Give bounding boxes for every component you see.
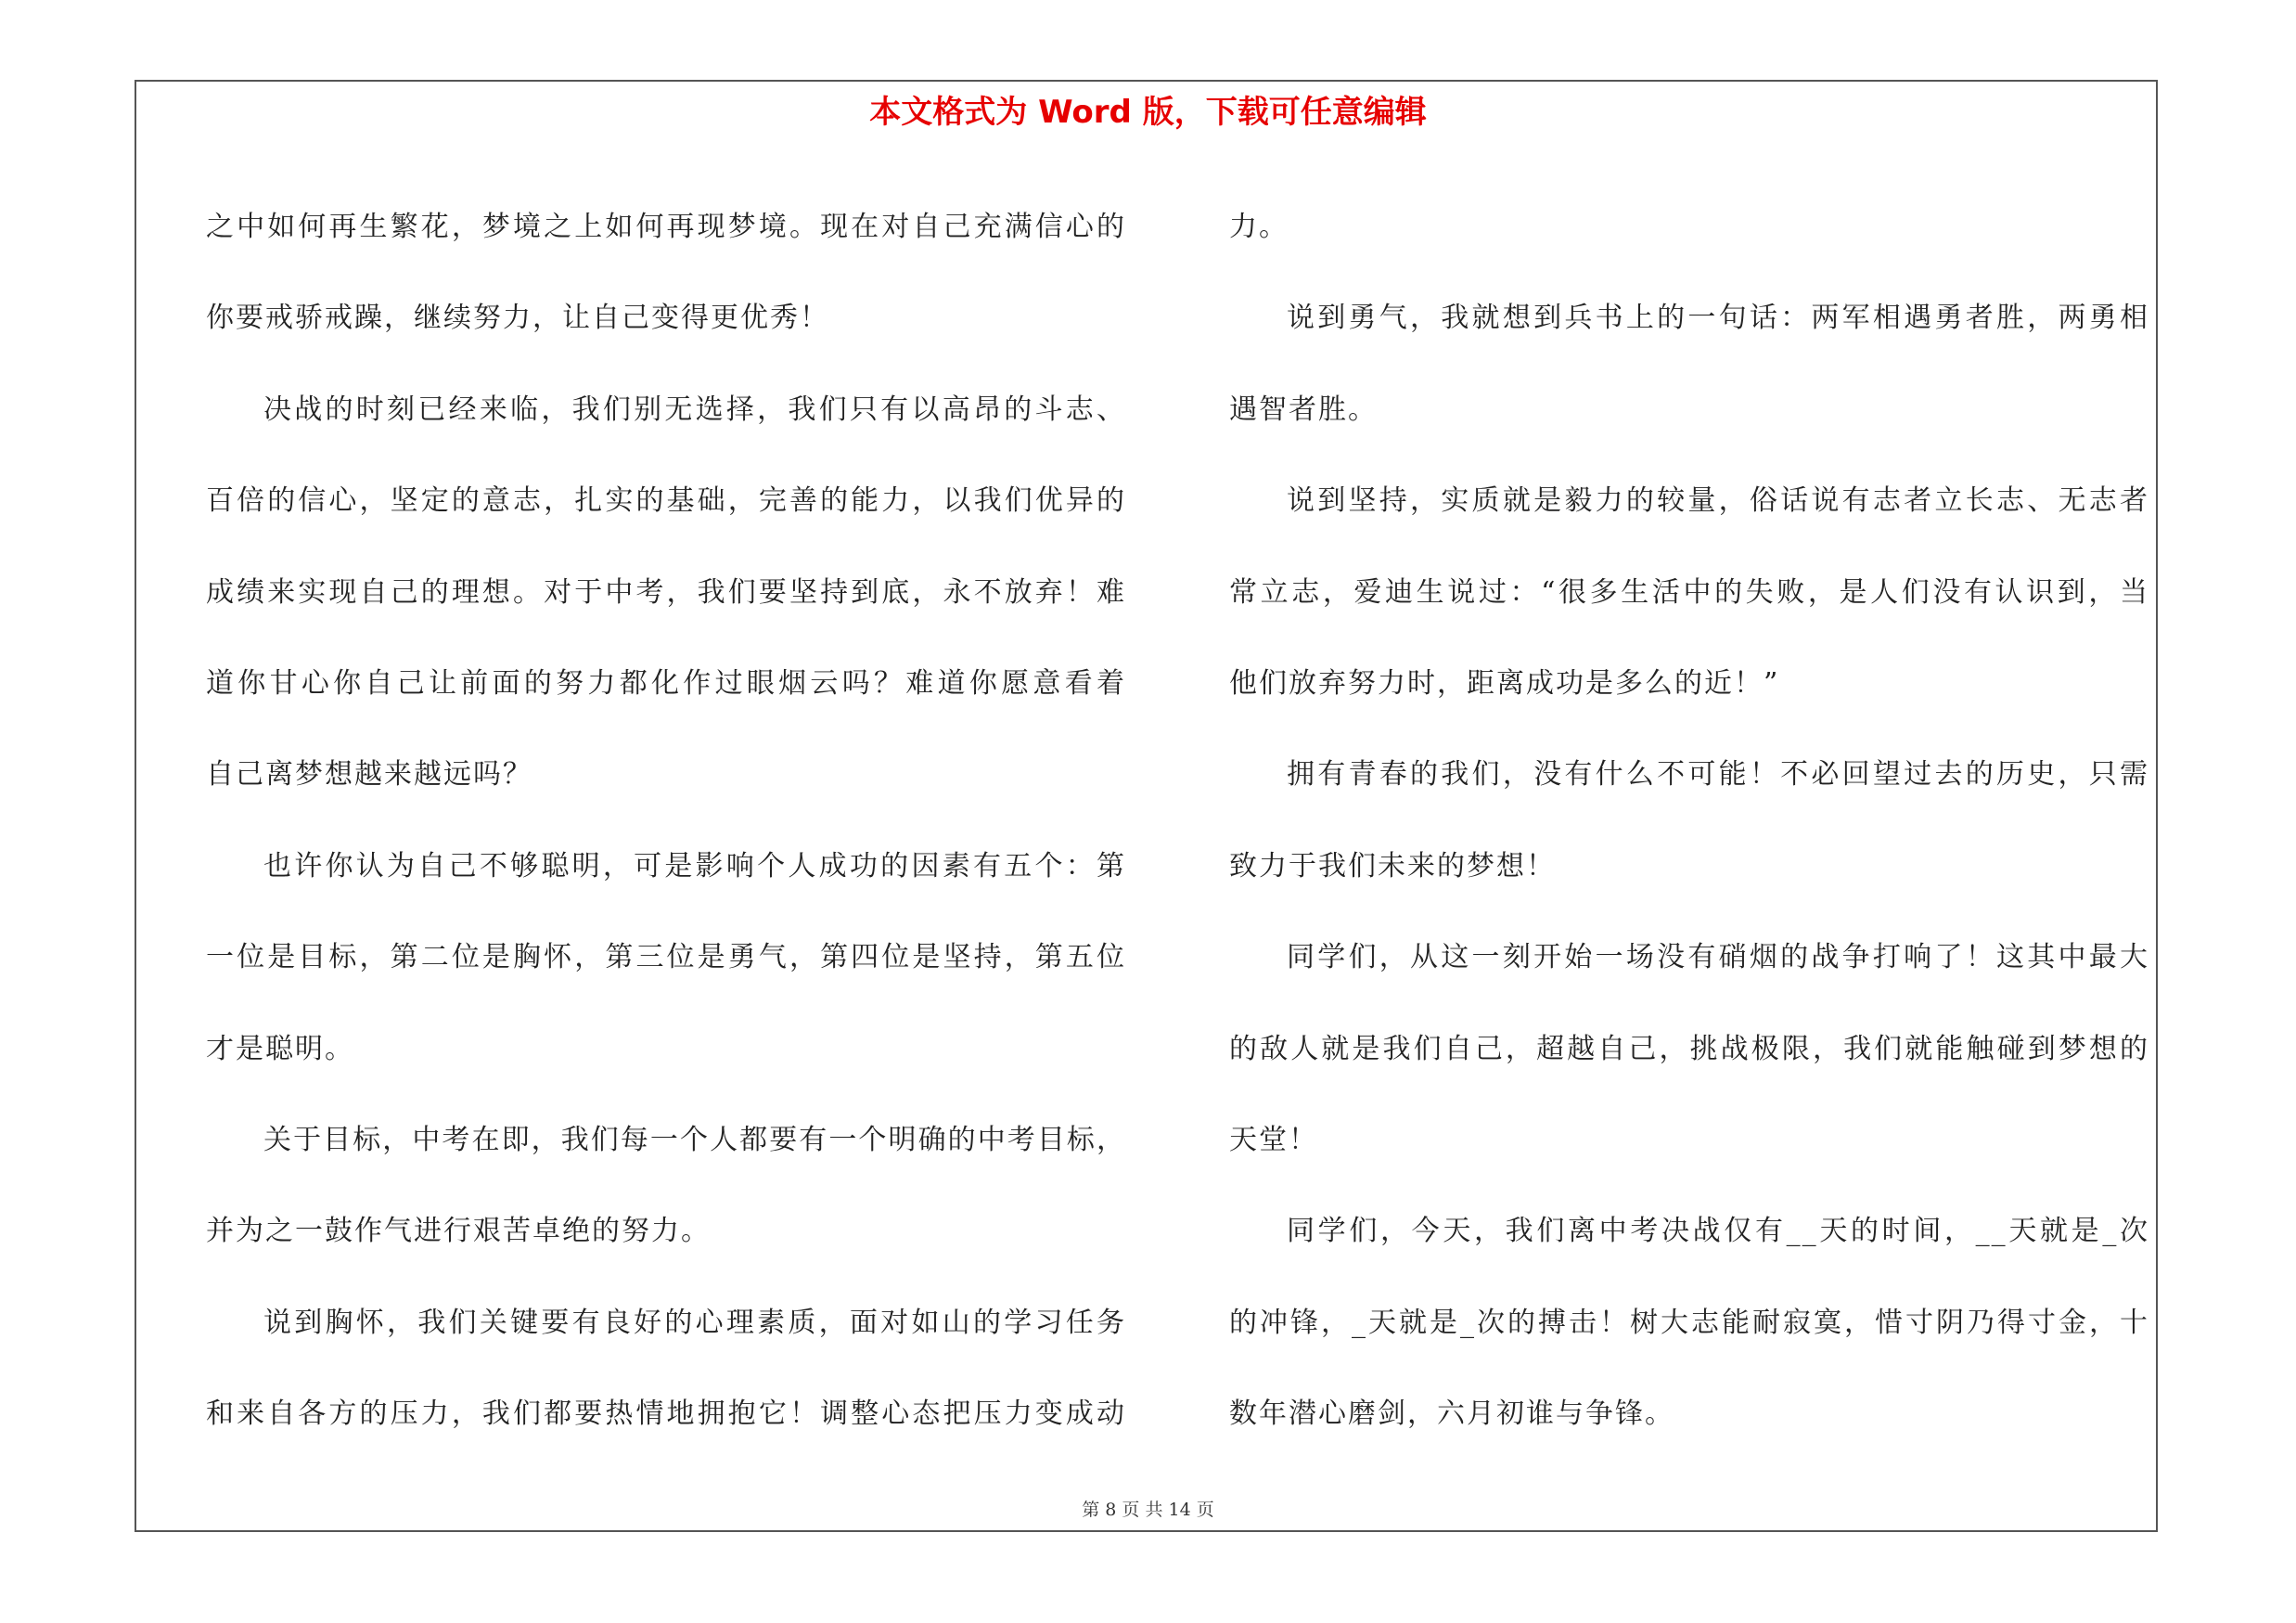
text-line: 成绩来实现自己的理想。对于中考，我们要坚持到底，永不放弃！难 — [206, 575, 1126, 609]
text-line: 他们放弃努力时，距离成功是多么的近！” — [1229, 666, 1780, 700]
text-line: 天堂！ — [1229, 1123, 1318, 1156]
text-line: 自己离梦想越来越远吗？ — [206, 758, 532, 792]
text-line: 才是聪明。 — [206, 1032, 354, 1065]
paragraph-first-line: 同学们，今天，我们离中考决战仅有__天的时间，__天就是_次 — [1287, 1215, 2149, 1248]
left-text-column — [206, 182, 1126, 1460]
paragraph-first-line: 也许你认为自己不够聪明，可是影响个人成功的因素有五个：第 — [263, 849, 1126, 882]
paragraph-first-line: 关于目标，中考在即，我们每一个人都要有一个明确的中考目标， — [263, 1123, 1126, 1156]
paragraph-first-line: 决战的时刻已经来临，我们别无选择，我们只有以高昂的斗志、 — [263, 393, 1126, 426]
word-format-banner: 本文格式为 Word 版，下载可任意编辑 — [869, 94, 1427, 131]
text-line: 和来自各方的压力，我们都要热情地拥抱它！调整心态把压力变成动 — [206, 1398, 1126, 1431]
text-line: 数年潜心磨剑，六月初谁与争锋。 — [1229, 1398, 1674, 1431]
text-line: 百倍的信心，坚定的意志，扎实的基础，完善的能力，以我们优异的 — [206, 484, 1126, 518]
text-line: 道你甘心你自己让前面的努力都化作过眼烟云吗？难道你愿意看着 — [206, 666, 1126, 700]
text-line: 致力于我们未来的梦想！ — [1229, 849, 1556, 882]
paragraph-first-line: 同学们，从这一刻开始一场没有硝烟的战争打响了！这其中最大 — [1287, 941, 2149, 974]
text-line: 一位是目标，第二位是胸怀，第三位是勇气，第四位是坚持，第五位 — [206, 941, 1126, 974]
text-line: 力。 — [1229, 211, 1289, 243]
text-line: 并为之一鼓作气进行艰苦卓绝的努力。 — [206, 1215, 711, 1248]
text-line: 的冲锋，_天就是_次的搏击！树大志能耐寂寞，惜寸阴乃得寸金，十 — [1229, 1306, 2149, 1339]
paragraph-first-line: 说到胸怀，我们关键要有良好的心理素质，面对如山的学习任务 — [263, 1306, 1126, 1339]
paragraph-first-line: 拥有青春的我们，没有什么不可能！不必回望过去的历史，只需 — [1287, 758, 2149, 792]
page-number: 第 8 页 共 14 页 — [1082, 1500, 1214, 1520]
text-line: 常立志，爱迪生说过：“很多生活中的失败，是人们没有认识到，当 — [1229, 575, 2149, 609]
text-line: 你要戒骄戒躁，继续努力，让自己变得更优秀！ — [206, 302, 829, 335]
text-line: 遇智者胜。 — [1229, 393, 1378, 426]
text-line: 之中如何再生繁花，梦境之上如何再现梦境。现在对自己充满信心的 — [206, 211, 1126, 243]
paragraph-first-line: 说到坚持，实质就是毅力的较量，俗话说有志者立长志、无志者 — [1287, 484, 2149, 518]
paragraph-first-line: 说到勇气，我就想到兵书上的一句话：两军相遇勇者胜，两勇相 — [1287, 302, 2149, 335]
text-line: 的敌人就是我们自己，超越自己，挑战极限，我们就能触碰到梦想的 — [1229, 1032, 2149, 1065]
right-text-column — [1229, 182, 2149, 1460]
